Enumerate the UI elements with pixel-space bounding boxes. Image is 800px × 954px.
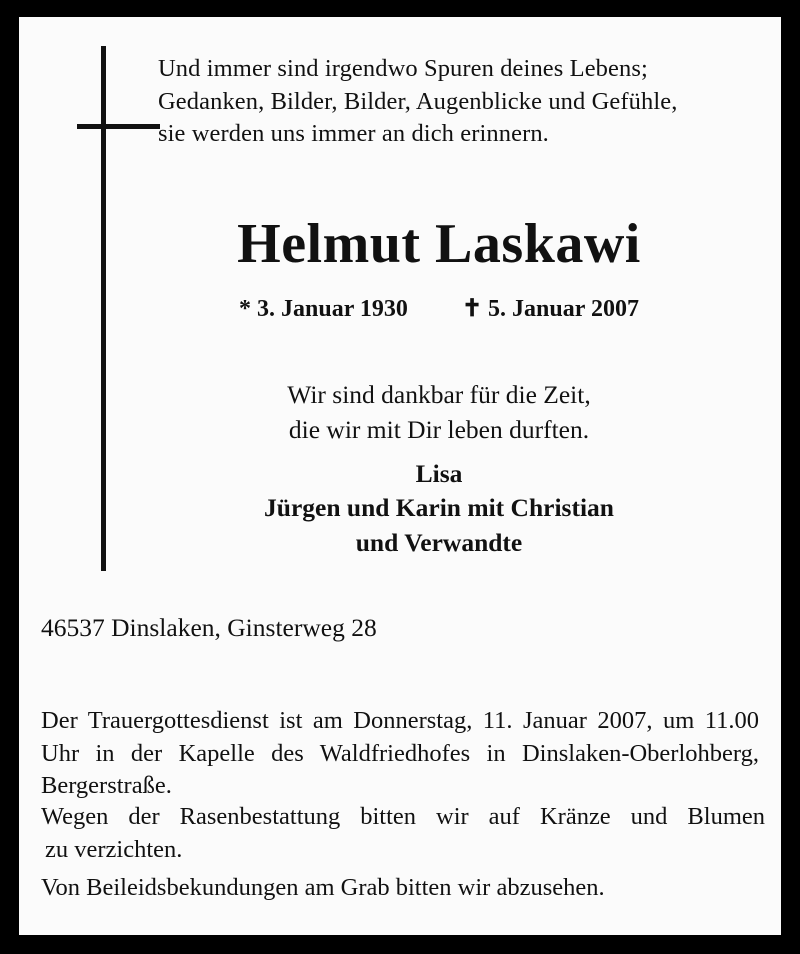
thanks-line-2: die wir mit Dir leben durften.	[288, 415, 590, 445]
thanks-line-1: Wir sind dankbar für die Zeit,	[287, 380, 591, 409]
funeral-service-details: Der Trauergottesdienst ist am Donnerstag, 11. Januar 2007, um 11.00 Uhr in der Kapelle des Waldfriedhofes in Dinslaken-Oberlohberg, Bergerstraße.	[41, 707, 759, 800]
birth-date: * 3. Januar 1930	[239, 296, 408, 322]
flowers-note-line-2: zu verzichten.	[45, 835, 183, 863]
family-line-3: und Verwandte	[355, 527, 523, 557]
deceased-name: Helmut Laskawi	[237, 213, 641, 275]
thanks-message	[119, 377, 759, 447]
surviving-family	[119, 457, 759, 560]
cross-horizontal-bar	[77, 124, 160, 129]
family-line-1: Lisa	[415, 459, 463, 488]
verse-line-3: sie werden uns immer an dich erinnern.	[158, 120, 549, 148]
verse-line-1: Und immer sind irgendwo Spuren deines Lebens;	[158, 55, 648, 82]
memorial-verse	[158, 53, 758, 151]
family-address: 46537 Dinslaken, Ginsterweg 28	[41, 613, 377, 642]
obituary-card	[19, 17, 781, 935]
condolences-note: Von Beileidsbekundungen am Grab bitten wir abzusehen.	[41, 874, 605, 901]
verse-line-2: Gedanken, Bilder, Bilder, Augenblicke und Gefühle,	[158, 87, 678, 115]
flowers-note	[41, 801, 765, 866]
flowers-note-line-1: Wegen der Rasenbestattung bitten wir auf Kränze und Blumen	[41, 803, 765, 830]
family-line-2: Jürgen und Karin mit Christian	[264, 493, 614, 523]
death-date: ✝ 5. Januar 2007	[461, 296, 639, 322]
life-dates	[119, 294, 759, 323]
